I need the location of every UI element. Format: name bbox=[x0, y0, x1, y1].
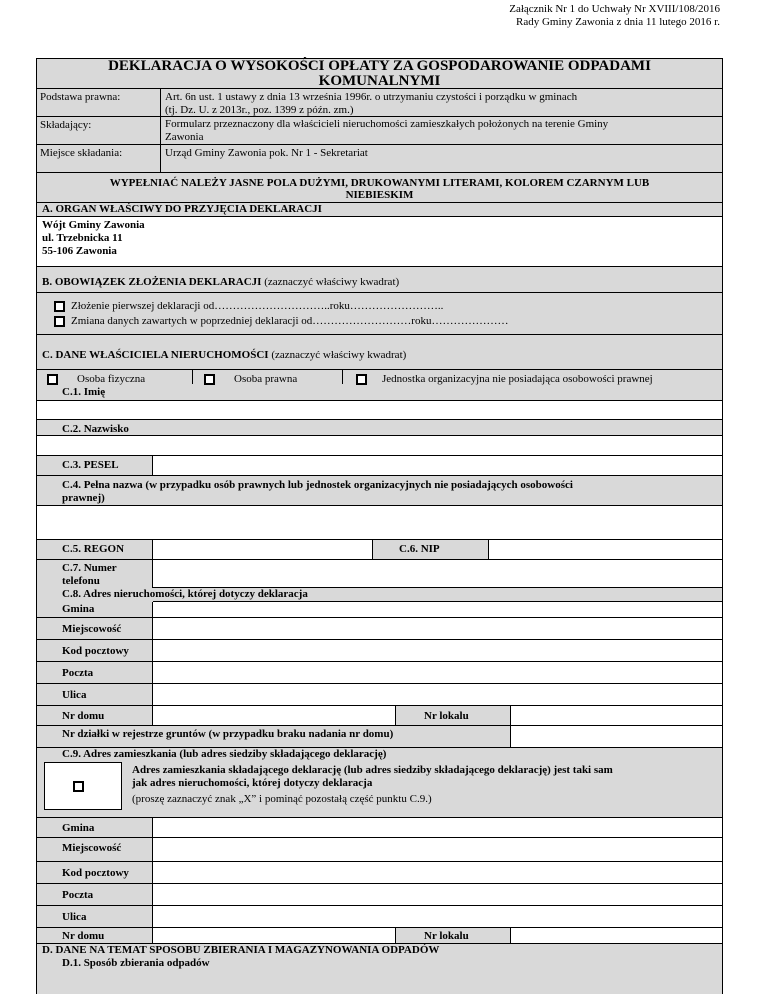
residence-postal-code-label: Kod pocztowy bbox=[37, 862, 153, 884]
authority-street: ul. Trzebnicka 11 bbox=[42, 232, 123, 244]
section-c-title: C. DANE WŁAŚCICIELA NIERUCHOMOŚCI bbox=[42, 349, 269, 361]
change-declaration-checkbox[interactable] bbox=[54, 316, 65, 327]
residence-locality-label: Miejscowość bbox=[37, 838, 153, 862]
full-name-field[interactable] bbox=[37, 506, 722, 540]
natural-person-checkbox[interactable] bbox=[47, 374, 58, 385]
same-address-checkbox[interactable] bbox=[73, 781, 84, 792]
authority-name: Wójt Gminy Zawonia bbox=[42, 219, 145, 231]
full-name-label-line-2: prawnej) bbox=[62, 492, 105, 504]
basis-label: Podstawa prawna: bbox=[40, 91, 121, 103]
phone-label-line-2: telefonu bbox=[62, 575, 100, 587]
full-name-label bbox=[37, 476, 722, 506]
basis-label-cell bbox=[37, 89, 161, 117]
basis-line-2: (tj. Dz. U. z 2013r., poz. 1399 z późn. zm.) bbox=[165, 104, 354, 116]
section-c-title-cell bbox=[37, 335, 722, 370]
residence-street-field[interactable] bbox=[153, 906, 722, 928]
authority-city: 55-106 Zawonia bbox=[42, 245, 117, 257]
property-post-office-field[interactable] bbox=[153, 662, 722, 684]
attachment-line-2: Rady Gminy Zawonia z dnia 11 lutego 2016 r. bbox=[516, 16, 720, 28]
owner-type-row bbox=[37, 370, 722, 400]
plot-number-field[interactable] bbox=[511, 726, 722, 748]
residence-post-office-field[interactable] bbox=[153, 884, 722, 906]
basis-value bbox=[161, 89, 722, 117]
owner-type-divider-1 bbox=[192, 370, 193, 384]
plot-number-label: Nr działki w rejestrze gruntów (w przypadku braku nadania nr domu) bbox=[37, 726, 511, 748]
place-value: Urząd Gminy Zawonia pok. Nr 1 - Sekretariat bbox=[161, 145, 722, 173]
same-address-line-2: jak adres nieruchomości, której dotyczy deklaracja bbox=[132, 777, 373, 789]
section-a-body bbox=[37, 217, 722, 267]
property-locality-field[interactable] bbox=[153, 618, 722, 640]
residence-gmina-field[interactable] bbox=[153, 818, 722, 838]
nip-label: C.6. NIP bbox=[373, 540, 489, 560]
residence-flat-number-label: Nr lokalu bbox=[396, 928, 511, 944]
residence-gmina-label: Gmina bbox=[37, 818, 153, 838]
property-postal-code-label: Kod pocztowy bbox=[37, 640, 153, 662]
property-house-number-field[interactable] bbox=[153, 706, 396, 726]
section-b-title: B. OBOWIĄZEK ZŁOŻENIA DEKLARACJI bbox=[42, 276, 262, 288]
property-house-number-label: Nr domu bbox=[37, 706, 153, 726]
phone-label-line-1: C.7. Numer bbox=[62, 562, 117, 574]
change-declaration-label: Zmiana danych zawartych w poprzedniej deklaracji od………………………roku………………… bbox=[71, 315, 509, 327]
form-title-line-2: KOMUNALNYMI bbox=[318, 73, 441, 89]
property-street-field[interactable] bbox=[153, 684, 722, 706]
property-post-office-label: Poczta bbox=[37, 662, 153, 684]
same-address-checkbox-cell bbox=[44, 762, 122, 810]
pesel-label: C.3. PESEL bbox=[37, 456, 153, 476]
basis-line-1: Art. 6n ust. 1 ustawy z dnia 13 września 1996r. o utrzymaniu czystości i porządku w gminach bbox=[165, 91, 578, 103]
attachment-line-1: Załącznik Nr 1 do Uchwały Nr XVIII/108/2016 bbox=[509, 3, 720, 15]
organizational-unit-label: Jednostka organizacyjna nie posiadająca osobowości prawnej bbox=[382, 373, 653, 385]
legal-person-checkbox[interactable] bbox=[204, 374, 215, 385]
collection-method-label: D.1. Sposób zbierania odpadów bbox=[37, 957, 722, 994]
submitter-value bbox=[161, 117, 722, 145]
section-c-title-note: (zaznaczyć właściwy kwadrat) bbox=[268, 349, 407, 361]
residence-house-number-label: Nr domu bbox=[37, 928, 153, 944]
organizational-unit-checkbox[interactable] bbox=[356, 374, 367, 385]
attachment-header bbox=[380, 3, 720, 29]
residence-street-label: Ulica bbox=[37, 906, 153, 928]
legal-person-label: Osoba prawna bbox=[234, 373, 298, 385]
phone-label bbox=[37, 560, 153, 588]
section-b-title-cell bbox=[37, 267, 722, 293]
property-gmina-field[interactable] bbox=[153, 601, 722, 618]
last-name-label: C.2. Nazwisko bbox=[37, 420, 722, 436]
property-flat-number-label: Nr lokalu bbox=[396, 706, 511, 726]
residence-post-office-label: Poczta bbox=[37, 884, 153, 906]
pesel-field[interactable] bbox=[153, 456, 722, 476]
first-declaration-checkbox[interactable] bbox=[54, 301, 65, 312]
regon-field[interactable] bbox=[153, 540, 373, 560]
submitter-line-2: Zawonia bbox=[165, 131, 204, 143]
same-address-text bbox=[132, 764, 712, 790]
section-a-title: A. ORGAN WŁAŚCIWY DO PRZYJĘCIA DEKLARACJI bbox=[37, 203, 722, 217]
property-postal-code-field[interactable] bbox=[153, 640, 722, 662]
nip-field[interactable] bbox=[489, 540, 722, 560]
submitter-line-1: Formularz przeznaczony dla właścicieli nieruchomości zamieszkałych położonych na terenie Gminy bbox=[165, 118, 609, 130]
natural-person-label: Osoba fizyczna bbox=[77, 373, 146, 385]
residence-locality-field[interactable] bbox=[153, 838, 722, 862]
same-address-note: (proszę zaznaczyć znak „X” i pominąć pozostałą część punktu C.9.) bbox=[132, 793, 432, 805]
property-gmina-label: Gmina bbox=[37, 602, 153, 618]
fill-instruction-line-2: NIEBIESKIM bbox=[345, 189, 414, 201]
first-name-field[interactable] bbox=[37, 400, 722, 420]
residence-address-label: C.9. Adres zamieszkania (lub adres siedziby składającego deklarację) bbox=[37, 748, 722, 762]
residence-flat-number-field[interactable] bbox=[511, 928, 722, 944]
same-address-line-1: Adres zamieszkania składającego deklarację (lub adres siedziby składającego deklarację) jest taki sam bbox=[132, 764, 613, 776]
same-address-row bbox=[37, 762, 722, 818]
fill-instruction-line-1: WYPEŁNIAĆ NALEŻY JASNE POLA DUŻYMI, DRUKOWANYMI LITERAMI, KOLOREM CZARNYM LUB bbox=[109, 177, 650, 189]
last-name-field[interactable] bbox=[37, 436, 722, 456]
residence-postal-code-field[interactable] bbox=[153, 862, 722, 884]
place-label-cell bbox=[37, 145, 161, 173]
form-title-line-1: DEKLARACJA O WYSOKOŚCI OPŁATY ZA GOSPODAROWANIE ODPADAMI bbox=[108, 58, 651, 74]
property-address-label: C.8. Adres nieruchomości, której dotyczy deklaracja bbox=[37, 588, 722, 602]
property-locality-label: Miejscowość bbox=[37, 618, 153, 640]
property-flat-number-field[interactable] bbox=[511, 706, 722, 726]
full-name-label-line-1: C.4. Pełna nazwa (w przypadku osób prawnych lub jednostek organizacyjnych nie posiadających osobowości bbox=[62, 479, 573, 491]
submitter-label: Składający: bbox=[40, 119, 92, 131]
first-declaration-label: Złożenie pierwszej deklaracji od…………………………..roku…………………….. bbox=[71, 300, 444, 312]
residence-house-number-field[interactable] bbox=[153, 928, 396, 944]
section-d-title: D. DANE NA TEMAT SPOSOBU ZBIERANIA I MAGAZYNOWANIA ODPADÓW bbox=[37, 944, 722, 957]
regon-label: C.5. REGON bbox=[37, 540, 153, 560]
section-b-body bbox=[37, 293, 722, 335]
form-title bbox=[37, 59, 722, 89]
property-street-label: Ulica bbox=[37, 684, 153, 706]
submitter-label-cell bbox=[37, 117, 161, 145]
place-label: Miejsce składania: bbox=[40, 147, 123, 159]
owner-type-divider-2 bbox=[342, 370, 343, 384]
first-name-label: C.1. Imię bbox=[62, 386, 106, 398]
phone-field[interactable] bbox=[153, 560, 722, 588]
section-b-title-note: (zaznaczyć właściwy kwadrat) bbox=[261, 276, 400, 288]
fill-instruction bbox=[37, 173, 722, 203]
